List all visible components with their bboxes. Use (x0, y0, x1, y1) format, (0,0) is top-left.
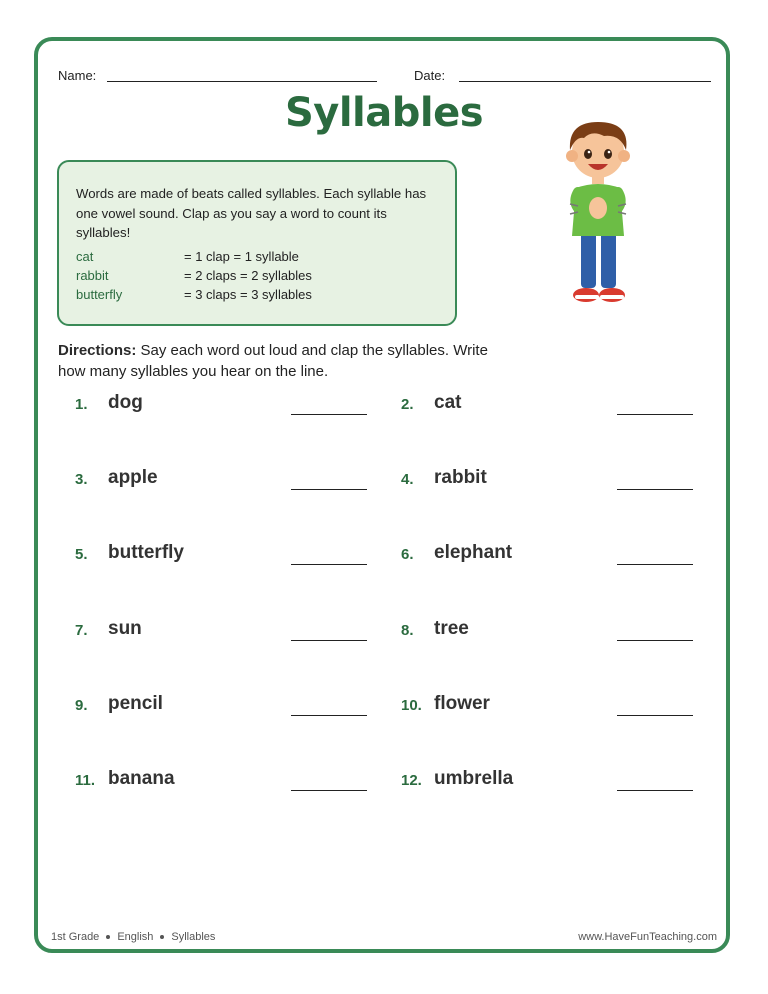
item-number: 3. (75, 471, 88, 488)
item-word: tree (434, 618, 469, 639)
footer-tags (51, 931, 215, 943)
item-number: 1. (75, 396, 88, 413)
example-claps: = 3 claps = 3 syllables (184, 286, 312, 302)
item-word: sun (108, 618, 142, 639)
item-number: 2. (401, 396, 414, 413)
directions-text: Say each word out loud and clap the syllables. Write how many syllables you hear on the line. (58, 342, 488, 380)
list-item (401, 618, 701, 644)
example-word: butterfly (76, 286, 123, 302)
date-label: Date: (414, 68, 446, 83)
item-number: 9. (75, 697, 88, 714)
answer-blank[interactable] (291, 414, 367, 415)
item-number: 12. (401, 772, 422, 789)
answer-blank[interactable] (617, 715, 693, 716)
answer-blank[interactable] (291, 715, 367, 716)
list-item (75, 618, 375, 644)
list-item (75, 542, 375, 568)
name-label: Name: (58, 68, 97, 83)
list-item (75, 768, 375, 794)
directions-lead: Directions: (58, 342, 137, 359)
list-item (401, 542, 701, 568)
directions (58, 341, 498, 382)
item-word: butterfly (108, 542, 184, 563)
footer-topic: Syllables (171, 931, 216, 943)
list-item (401, 467, 701, 493)
example-list (76, 249, 439, 306)
answer-blank[interactable] (291, 790, 367, 791)
example-row (76, 268, 439, 287)
item-number: 5. (75, 546, 88, 563)
item-number: 6. (401, 546, 414, 563)
list-item (401, 768, 701, 794)
bullet-dot (106, 935, 110, 939)
page-title: Syllables (284, 90, 484, 136)
item-word: flower (434, 693, 490, 714)
answer-blank[interactable] (617, 414, 693, 415)
list-item (75, 693, 375, 719)
item-word: banana (108, 768, 175, 789)
item-number: 10. (401, 697, 422, 714)
list-item (401, 693, 701, 719)
example-claps: = 2 claps = 2 syllables (184, 267, 312, 283)
item-word: umbrella (434, 768, 514, 789)
example-word: rabbit (76, 267, 109, 283)
item-number: 8. (401, 622, 414, 639)
bullet-dot (160, 935, 164, 939)
answer-blank[interactable] (617, 790, 693, 791)
list-item (401, 392, 701, 418)
item-number: 11. (75, 772, 96, 789)
answer-blank[interactable] (617, 564, 693, 565)
item-word: cat (434, 392, 462, 413)
item-word: pencil (108, 693, 163, 714)
answer-blank[interactable] (291, 489, 367, 490)
date-field[interactable] (459, 81, 711, 82)
item-word: dog (108, 392, 143, 413)
example-claps: = 1 clap = 1 syllable (184, 248, 299, 264)
list-item (75, 467, 375, 493)
item-number: 4. (401, 471, 414, 488)
example-row (76, 287, 439, 306)
example-row (76, 249, 439, 268)
name-field[interactable] (107, 81, 377, 82)
answer-blank[interactable] (617, 640, 693, 641)
answer-blank[interactable] (291, 564, 367, 565)
info-box (57, 160, 457, 326)
info-text: Words are made of beats called syllables. Each syllable has one vowel sound. Clap as you say a word to count its syllables! (76, 186, 427, 240)
item-word: elephant (434, 542, 513, 563)
footer-site[interactable]: www.HaveFunTeaching.com (578, 931, 717, 943)
boy-clapping-icon (548, 114, 648, 309)
answer-blank[interactable] (291, 640, 367, 641)
footer-subject: English (117, 931, 154, 943)
example-word: cat (76, 248, 94, 264)
item-word: apple (108, 467, 158, 488)
footer-grade: 1st Grade (51, 931, 100, 943)
list-item (75, 392, 375, 418)
item-word: rabbit (434, 467, 487, 488)
item-number: 7. (75, 622, 88, 639)
answer-blank[interactable] (617, 489, 693, 490)
